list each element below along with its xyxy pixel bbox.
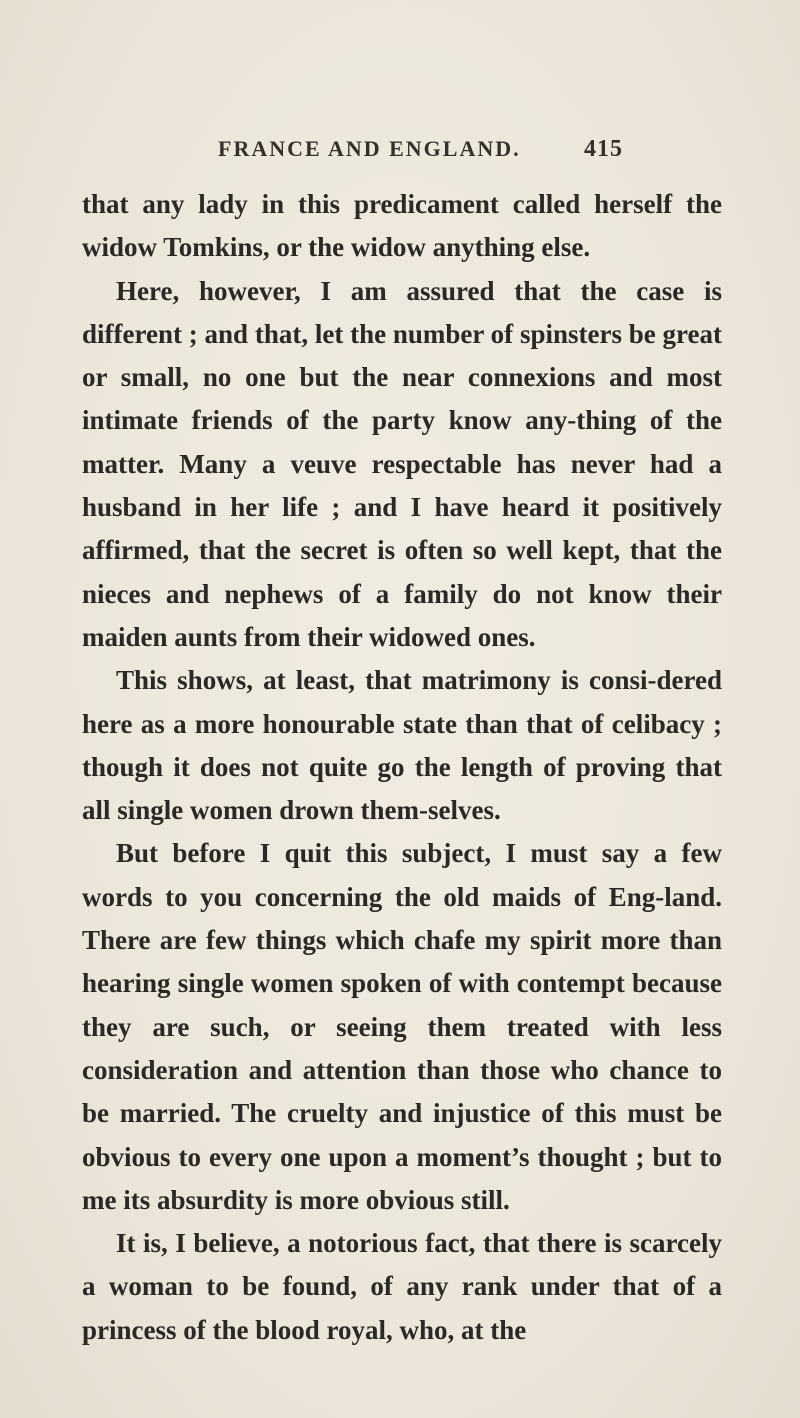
running-title: FRANCE AND ENGLAND.	[218, 136, 521, 161]
paragraph: But before I quit this subject, I must say a few words to you concerning the old maids of Eng-land. There are few things which chafe my spirit more than hearing single women spoken of with contempt because they are such, or seeing them treated with less consideration and attention than those who chance to be married. The cruelty and injustice of this must be obvious to every one upon a moment’s thought ; but to me its absurdity is more obvious still.	[82, 838, 722, 1215]
page-number: 415	[584, 136, 623, 162]
paragraph: This shows, at least, that matrimony is consi-dered here as a more honourable state than that of celibacy ; though it does not quite go the length of proving that all single women drown them-selves.	[82, 665, 722, 826]
running-head	[0, 136, 800, 176]
body-text	[82, 183, 722, 1352]
paragraph: that any lady in this predicament called herself the widow Tomkins, or the widow anything else.	[82, 189, 722, 263]
paragraph: Here, however, I am assured that the case is different ; and that, let the number of spinsters be great or small, no one but the near connexions and most intimate friends of the party know any-thing of the matter. Many a veuve respectable has never had a husband in her life ; and I have heard it positively affirmed, that the secret is often so well kept, that the nieces and nephews of a family do not know their maiden aunts from their widowed ones.	[82, 275, 722, 652]
paragraph: It is, I believe, a notorious fact, that there is scarcely a woman to be found, of any rank under that of a princess of the blood royal, who, at the	[82, 1228, 722, 1345]
